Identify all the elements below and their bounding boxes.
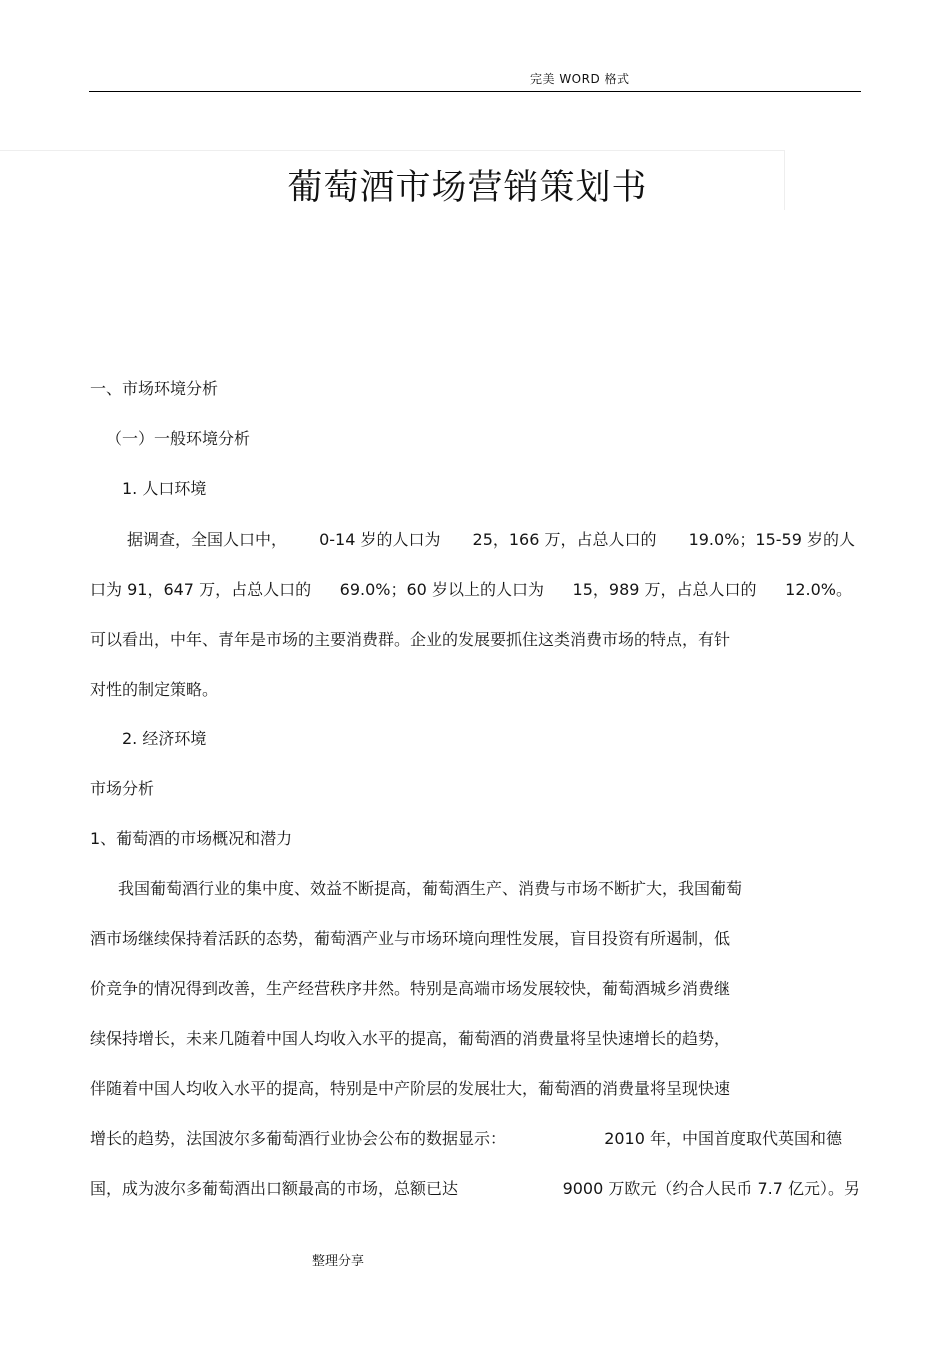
paragraph-line bbox=[90, 1129, 842, 1149]
page-header-text: 完美 WORD 格式 bbox=[530, 72, 630, 86]
market-overview-heading: 1、葡萄酒的市场概况和潜力 bbox=[90, 829, 293, 848]
paragraph-line: 我国葡萄酒行业的集中度、效益不断提高，葡萄酒生产、消费与市场不断扩大，我国葡萄 bbox=[118, 879, 743, 898]
item-heading-population: 1. 人口环境 bbox=[122, 479, 207, 498]
paragraph-line: 伴随着中国人均收入水平的提高，特别是中产阶层的发展壮大，葡萄酒的消费量将呈现快速 bbox=[90, 1079, 731, 1098]
document-title: 葡萄酒市场营销策划书 bbox=[287, 168, 648, 208]
paragraph-line: 对性的制定策略。 bbox=[90, 680, 219, 699]
header-rule bbox=[89, 91, 861, 92]
paragraph-line bbox=[90, 1179, 860, 1199]
text-segment: 9000 万欧元（约合人民币 7.7 亿元）。另 bbox=[562, 1179, 860, 1198]
text-segment: 据调查，全国人口中， bbox=[127, 530, 288, 549]
paragraph-line bbox=[127, 530, 855, 550]
title-frame-top bbox=[0, 150, 785, 151]
paragraph-line: 价竞争的情况得到改善，生产经营秩序井然。特别是高端市场发展较快，葡萄酒城乡消费继 bbox=[90, 979, 731, 998]
item-heading-economy: 2. 经济环境 bbox=[122, 729, 207, 748]
paragraph-line bbox=[90, 580, 852, 600]
market-analysis-heading: 市场分析 bbox=[90, 779, 155, 798]
text-segment: 69.0%；60 岁以上的人口为 bbox=[339, 580, 544, 599]
paragraph-line: 酒市场继续保持着活跃的态势，葡萄酒产业与市场环境向理性发展，盲目投资有所遏制，低 bbox=[90, 929, 731, 948]
paragraph-line: 续保持增长，未来几随着中国人均收入水平的提高，葡萄酒的消费量将呈快速增长的趋势， bbox=[90, 1029, 731, 1048]
text-segment: 2010 年，中国首度取代英国和德 bbox=[604, 1129, 842, 1148]
text-segment: 口为 91，647 万，占总人口的 bbox=[90, 580, 312, 599]
text-segment: 0-14 岁的人口为 bbox=[319, 530, 441, 549]
text-segment: 国，成为波尔多葡萄酒出口额最高的市场，总额已达 bbox=[90, 1179, 459, 1198]
text-segment: 15，989 万，占总人口的 bbox=[572, 580, 757, 599]
text-segment: 19.0%；15-59 岁的人 bbox=[688, 530, 855, 549]
page-footer-text: 整理分享 bbox=[312, 1254, 365, 1269]
section-heading-market-environment: 一、市场环境分析 bbox=[90, 379, 219, 398]
text-segment: 25，166 万，占总人口的 bbox=[472, 530, 657, 549]
subsection-heading-general-environment: （一）一般环境分析 bbox=[106, 429, 251, 448]
text-segment: 12.0%。 bbox=[785, 580, 852, 599]
paragraph-line: 可以看出，中年、青年是市场的主要消费群。企业的发展要抓住这类消费市场的特点，有针 bbox=[90, 630, 731, 649]
text-segment: 增长的趋势，法国波尔多葡萄酒行业协会公布的数据显示： bbox=[90, 1129, 507, 1148]
